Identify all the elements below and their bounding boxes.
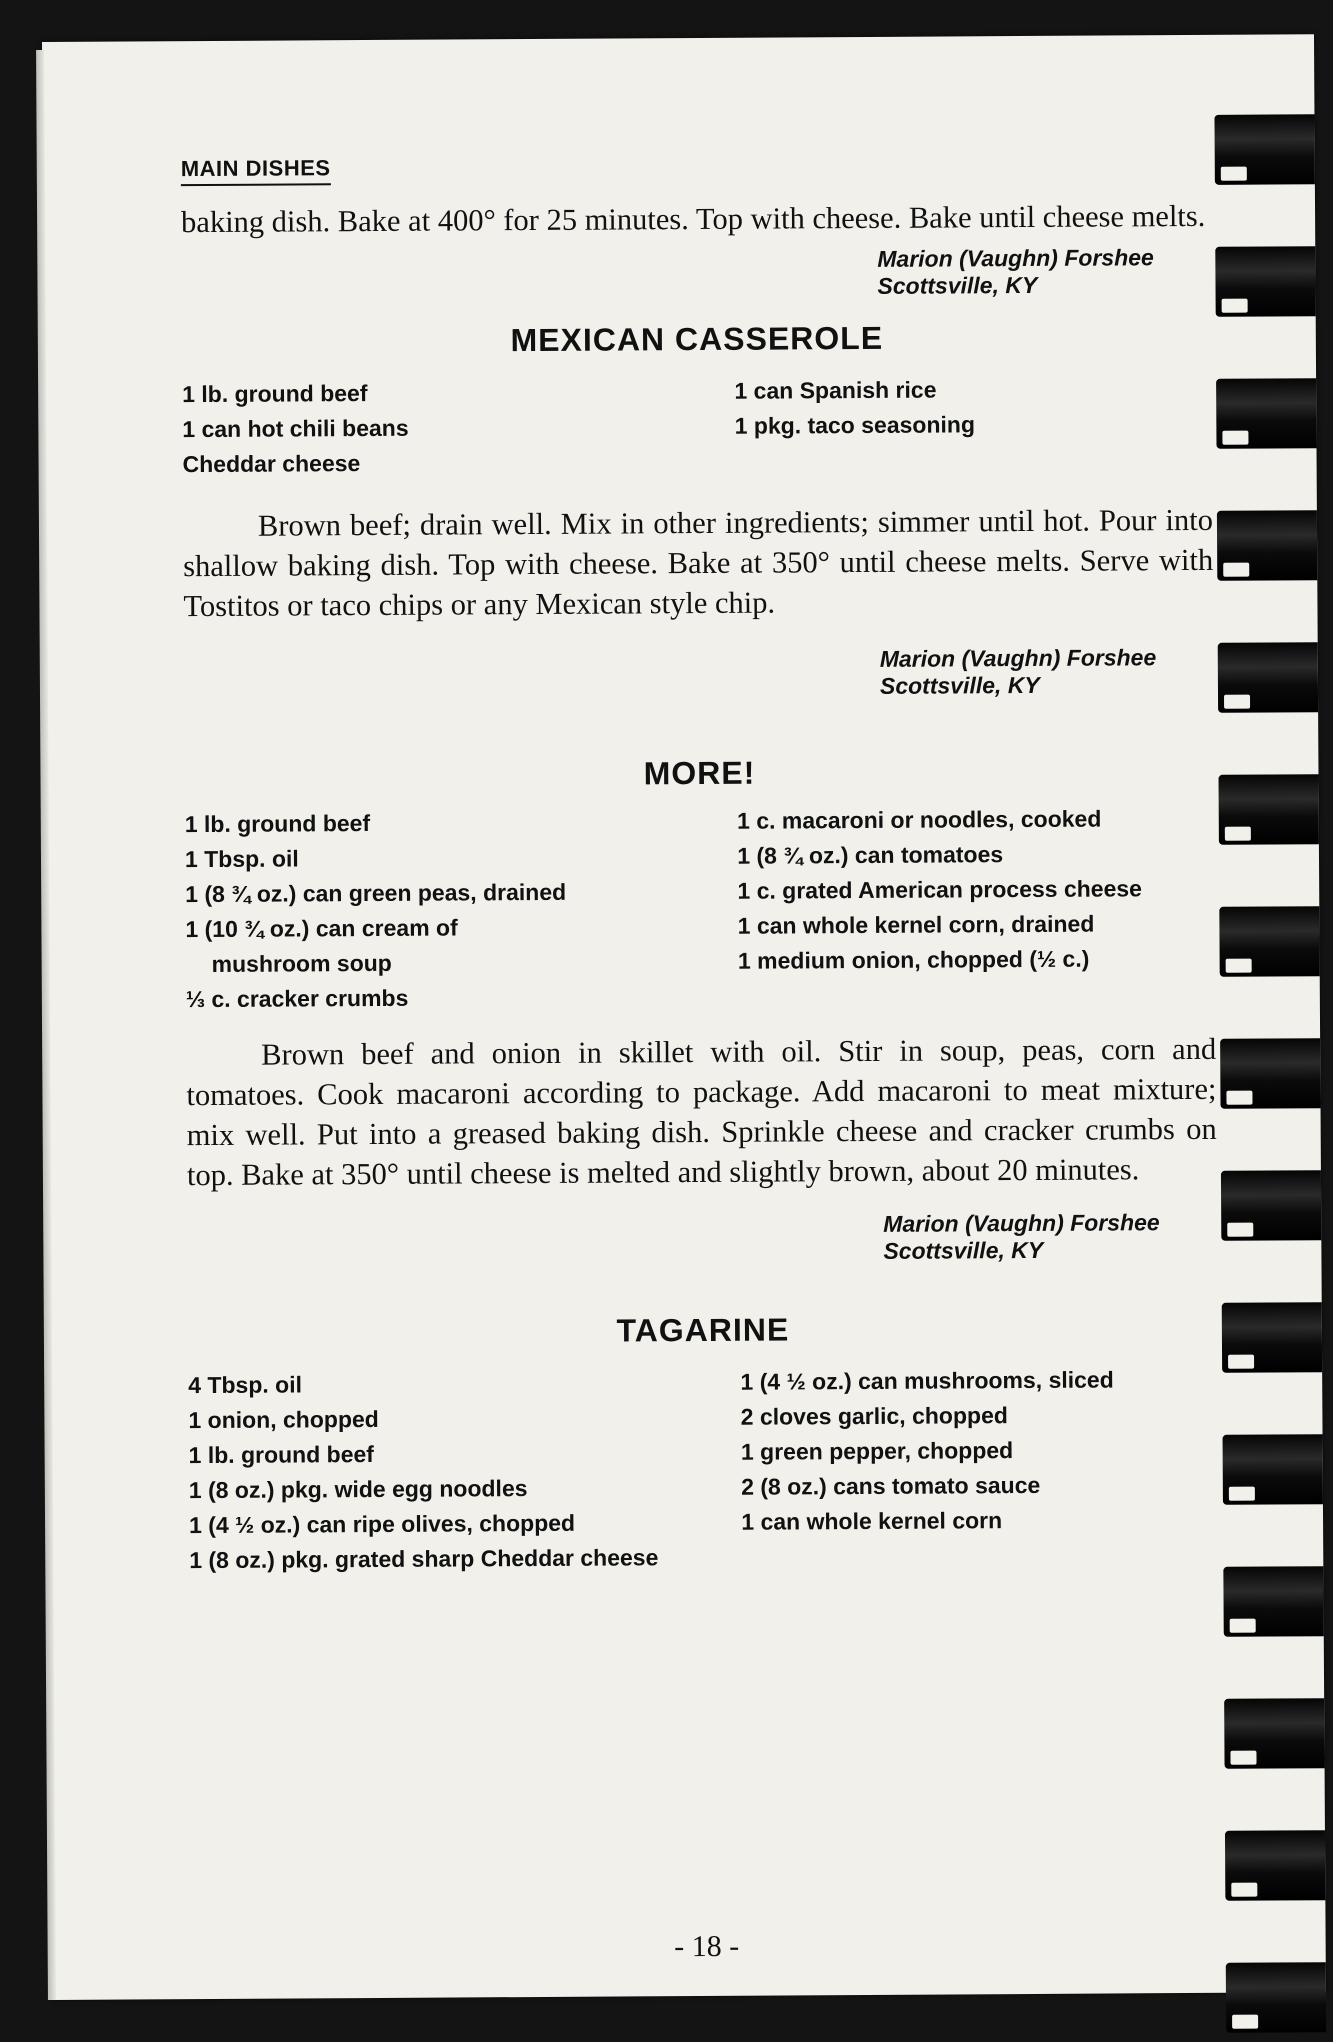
ingredient: 1 (8 oz.) pkg. wide egg noodles (188, 1475, 528, 1504)
binding-coil (1223, 1434, 1323, 1505)
recipe-tagarine (188, 1309, 1220, 1578)
ingredient-list (188, 1362, 1219, 1578)
ingredient-column-right (740, 1362, 1219, 1575)
ingredient-column-right (737, 801, 1216, 1014)
ingredient: 1 Tbsp. oil (184, 845, 299, 873)
page-content (180, 150, 1220, 1964)
credit-place: Scottsville, KY (879, 671, 1040, 699)
recipe-title: TAGARINE (616, 1311, 790, 1349)
binding-coil (1225, 1830, 1325, 1901)
recipe-credit (883, 1209, 1223, 1265)
ingredient-list (185, 801, 1216, 1017)
binding-coil (1224, 1698, 1324, 1769)
ingredient: 1 lb. ground beef (188, 1440, 374, 1469)
ingredient: 1 green pepper, chopped (740, 1437, 1014, 1465)
credit-place: Scottsville, KY (877, 271, 1038, 299)
cookbook-page (42, 34, 1326, 2000)
recipe-title: MORE! (643, 754, 756, 792)
binding-coil (1221, 1170, 1321, 1241)
ingredient: 1 (4 ½ oz.) can ripe olives, chopped (188, 1509, 576, 1539)
recipe-directions: Brown beef and onion in skillet with oil. Stir in soup, peas, corn and tomatoes. Cook macaroni according to package. Add macaroni to meat mixture; mix well. Put into a greased baking dish. Sprinkle cheese and cracker crumbs on top. Bake at 350° until cheese is melted and slightly brown, about 20 minutes. (186, 1031, 1217, 1193)
recipe-mexican-casserole (182, 318, 1214, 704)
recipe-credit (880, 644, 1220, 700)
ingredient: 1 c. grated American process cheese (737, 875, 1143, 904)
ingredient: 4 Tbsp. oil (188, 1371, 303, 1399)
section-label: MAIN DISHES (181, 155, 331, 186)
ingredient: 2 cloves garlic, chopped (740, 1402, 1008, 1430)
ingredient-column-left (188, 1365, 742, 1578)
credit-name: Marion (Vaughn) Forshee (883, 1209, 1160, 1237)
ingredient: 1 (8 ¾ oz.) can green peas, drained (185, 878, 567, 908)
ingredient: 1 lb. ground beef (182, 380, 368, 408)
ingredient: 1 pkg. taco seasoning (734, 411, 976, 439)
credit-name: Marion (Vaughn) Forshee (879, 644, 1157, 672)
ingredient: 1 can hot chili beans (182, 414, 409, 443)
binding-coil (1215, 246, 1315, 317)
ingredient-column-right (734, 371, 1212, 479)
ingredient: 1 c. macaroni or noodles, cooked (737, 805, 1102, 834)
page-number: - 18 - (674, 1929, 740, 1964)
ingredient: 1 (8 oz.) pkg. grated sharp Cheddar cheese (189, 1544, 659, 1574)
recipe-credit (877, 244, 1217, 300)
binding-coil (1222, 1302, 1322, 1373)
binding-coil (1217, 510, 1317, 581)
ingredient-list (182, 371, 1213, 482)
ingredient: 1 medium onion, chopped (½ c.) (737, 945, 1090, 974)
continued-directions: baking dish. Bake at 400° for 25 minutes. Top with cheese. Bake until cheese melts. (180, 198, 1206, 240)
ingredient: 1 (4 ½ oz.) can mushrooms, sliced (740, 1366, 1114, 1395)
binding-coil (1216, 378, 1316, 449)
ingredient: 1 can whole kernel corn (741, 1507, 1003, 1535)
ingredient: 1 (10 ¾ oz.) can cream of mushroom soup (185, 914, 458, 977)
ingredient: Cheddar cheese (182, 450, 361, 478)
section-header (181, 150, 1211, 186)
recipe-more (184, 752, 1217, 1269)
binding-coil (1218, 774, 1318, 845)
binding-coil (1220, 1038, 1320, 1109)
binding-coil (1214, 114, 1314, 185)
ingredient: ⅓ c. cracker crumbs (185, 984, 409, 1013)
ingredient: 1 can Spanish rice (734, 376, 937, 404)
ingredient: 1 onion, chopped (188, 1405, 379, 1434)
binding-coil (1223, 1566, 1323, 1637)
ingredient: 1 (8 ¾ oz.) can tomatoes (737, 841, 1004, 869)
ingredient: 2 (8 oz.) cans tomato sauce (741, 1471, 1041, 1500)
spiral-binding (1204, 94, 1326, 2035)
ingredient-column-left (182, 374, 735, 482)
ingredient: 1 lb. ground beef (184, 810, 371, 838)
recipe-title: MEXICAN CASSEROLE (510, 319, 884, 359)
binding-coil (1226, 1962, 1326, 2033)
ingredient: 1 can whole kernel corn, drained (737, 910, 1095, 939)
recipe-directions: Brown beef; drain well. Mix in other ingredients; simmer until hot. Pour into shallow baking dish. Top with cheese. Bake at 350° until cheese melts. Serve with Tostitos or taco chips or any Mexican style chip. (183, 502, 1214, 624)
binding-coil (1219, 906, 1319, 977)
ingredient-column-left (185, 804, 739, 1017)
credit-name: Marion (Vaughn) Forshee (877, 244, 1154, 272)
credit-place: Scottsville, KY (883, 1236, 1044, 1264)
binding-coil (1218, 642, 1318, 713)
